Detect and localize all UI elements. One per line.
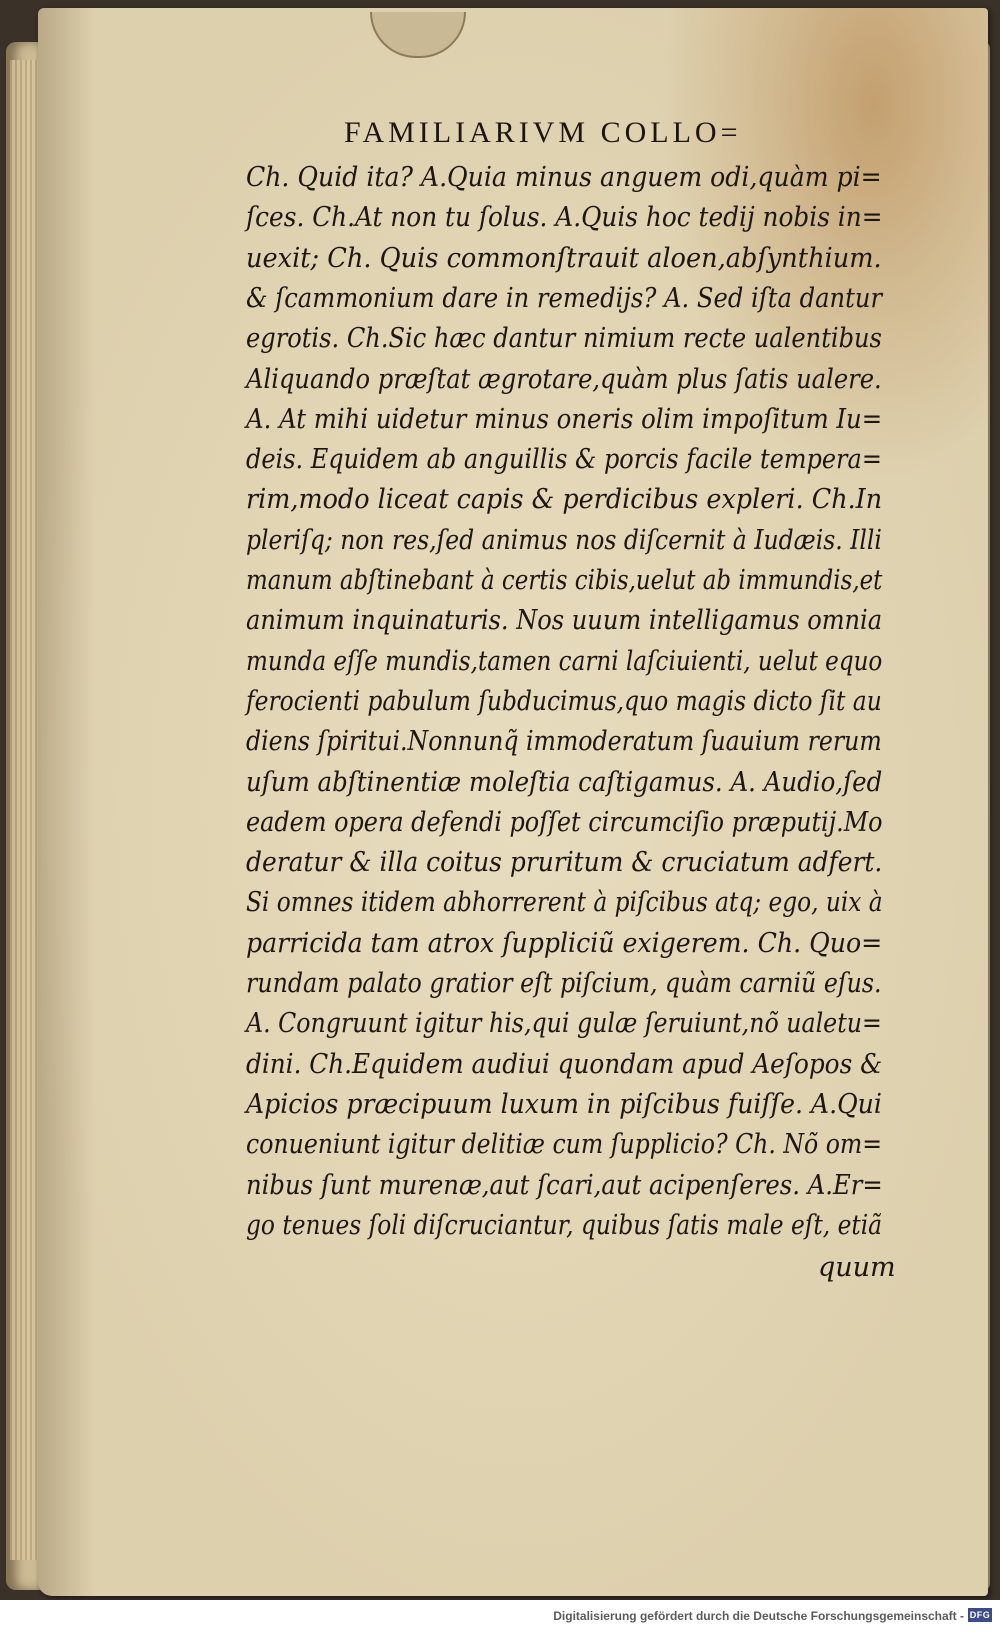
text-line: ſces. Ch.At non tu ſolus. A.Quis hoc tedij nobis in=	[246, 202, 883, 234]
text-line: uſum abſtinentiæ moleſtia caſtigamus. A. Audio,ſed	[246, 766, 883, 798]
text-line: egrotis. Ch.Sic hæc dantur nimium recte ualentibus	[246, 323, 882, 355]
clasp-tab	[370, 12, 466, 58]
text-line: diens ſpiritui.Nonnunq̃ immoderatum ſuauium rerum	[246, 726, 882, 758]
dfg-logo: DFG	[969, 1610, 991, 1620]
catchword: quum	[818, 1252, 896, 1283]
text-line: parricida tam atrox ſuppliciũ exigerem. Ch. Quo=	[246, 927, 883, 959]
text-line: deis. Equidem ab anguillis & porcis facile tempera=	[246, 444, 882, 476]
text-line: munda eſſe mundis,tamen carni laſciuienti, uelut equo	[246, 645, 883, 677]
text-line: Aliquando præſtat ægrotare,quàm plus ſatis ualere.	[246, 363, 882, 395]
text-line: & ſcammonium dare in remedijs? A. Sed iſta dantur	[246, 282, 883, 314]
footer-bar	[0, 1600, 1000, 1632]
funding-notice: Digitalisierung gefördert durch die Deutsche Forschungsgemeinschaft -	[553, 1609, 964, 1623]
text-line: eadem opera defendi poſſet circumciſio præputij.Mo	[246, 806, 883, 838]
text-line: uexit; Ch. Quis commonſtrauit aloen,abſynthium.	[246, 242, 882, 274]
text-line: nibus ſunt murenæ,aut ſcari,aut acipenſeres. A.Er=	[246, 1169, 883, 1201]
text-line: A. At mihi uidetur minus oneris olim impoſitum Iu=	[246, 403, 883, 435]
text-line: conueniunt igitur delitiæ cum ſupplicio? Ch. Nõ om=	[246, 1129, 883, 1161]
text-line: deratur & illa coitus pruritum & cruciatum adfert.	[246, 847, 883, 879]
running-head: FAMILIARIVM COLLO=	[344, 116, 742, 149]
text-line: ferocienti pabulum ſubducimus,quo magis dicto ſit au	[246, 685, 882, 717]
text-line: go tenues ſoli diſcruciantur, quibus ſatis male eſt, etiã	[246, 1209, 883, 1241]
text-line: dini. Ch.Equidem audiui quondam apud Aeſopos &	[246, 1048, 883, 1080]
text-line: manum abſtinebant à certis cibis,uelut ab immundis,et	[246, 565, 883, 596]
text-line: animum inquinaturis. Nos uuum intelligamus omnia	[246, 605, 883, 637]
text-line: A. Congruunt igitur his,qui gulæ ſeruiunt,nõ ualetu=	[246, 1008, 882, 1040]
text-line: Si omnes itidem abhorrerent à piſcibus atq; ego, uix à	[246, 887, 883, 919]
text-line: pleriſq; non res,ſed animus nos diſcernit à Iudæis. Illi	[246, 524, 882, 556]
text-line: rundam palato gratior eſt piſcium, quàm carniũ eſus.	[246, 968, 882, 999]
text-line: Apicios præcipuum luxum in piſcibus fuiſſe. A.Qui	[246, 1088, 882, 1120]
text-line: Ch. Quid ita? A.Quia minus anguem odi,quàm pi=	[246, 162, 882, 193]
text-line: rim,modo liceat capis & perdicibus expleri. Ch.In	[246, 484, 883, 516]
